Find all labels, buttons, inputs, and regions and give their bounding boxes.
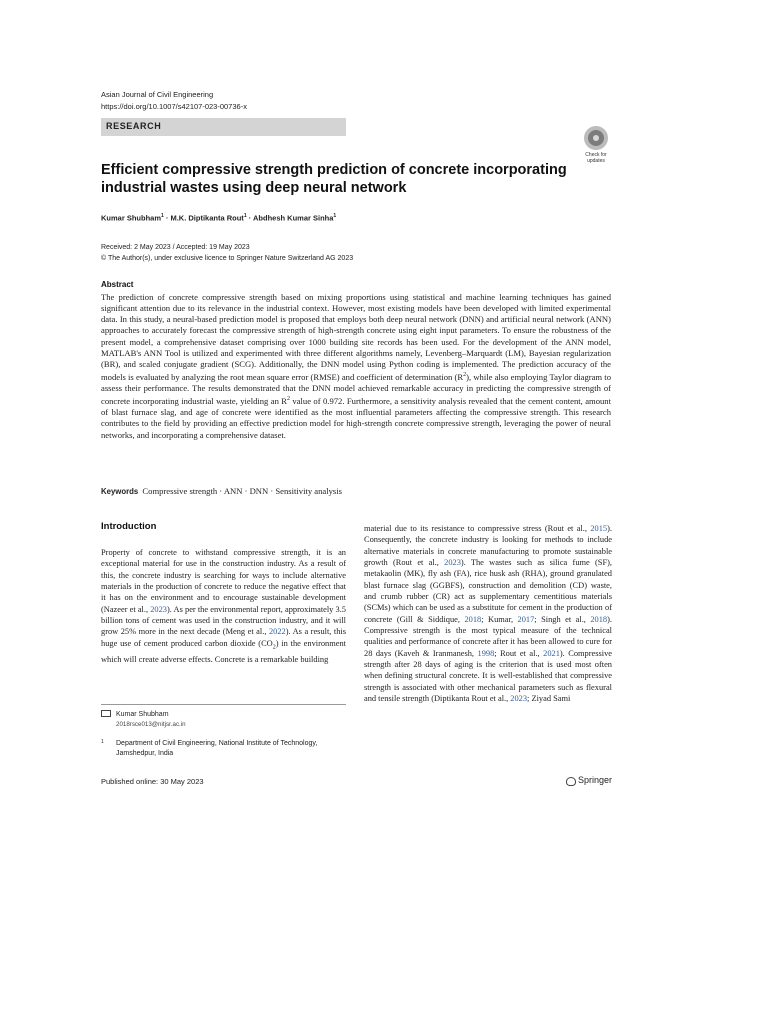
publisher-name: Springer — [578, 775, 613, 785]
publisher-logo[interactable] — [566, 775, 612, 785]
body-text: ; Ziyad Sami — [527, 694, 571, 704]
check-updates-line2: updates — [587, 158, 605, 164]
introduction-column-right — [364, 523, 612, 705]
superscript: 2 — [287, 396, 291, 403]
keywords-text: Compressive strength · ANN · DNN · Sensitivity analysis — [142, 486, 342, 496]
author-name[interactable]: Kumar Shubham — [101, 213, 162, 223]
section-bar — [101, 118, 346, 136]
citation-link[interactable]: 2021 — [543, 648, 560, 658]
springer-horse-icon — [566, 776, 575, 785]
citation-link[interactable]: 2018 — [464, 614, 482, 624]
author-separator: · — [246, 213, 253, 223]
body-text: ). Compressive strength is the most typical measure of the technical qualities and performance of concrete after it has been allowed to cure for 28 days (Kaveh & Iranmanesh, — [364, 614, 612, 658]
corresponding-author-email[interactable]: 2018rsce013@nitjsr.ac.in — [116, 721, 186, 728]
author-name[interactable]: M.K. Diptikanta Rout — [170, 213, 244, 223]
article-title: Efficient compressive strength prediction of concrete incorporating industrial wastes using deep neural network — [101, 162, 567, 196]
affiliation-text: Department of Civil Engineering, National Institute of Technology, Jamshedpur, India — [116, 740, 318, 757]
author-list — [101, 213, 336, 223]
doi-link[interactable]: https://doi.org/10.1007/s42107-023-00736-x — [101, 102, 247, 111]
body-text: ). Consequently, the concrete industry is looking for methods to include alternative materials in concrete manufacturing to promote sustainable growth (Rout et al., — [364, 524, 612, 568]
author-name[interactable]: Abdhesh Kumar Sinha — [252, 213, 334, 223]
author-affiliation-mark: 1 — [243, 213, 247, 219]
citation-link[interactable]: 2015 — [590, 524, 608, 533]
body-text: ) in the environment which will create adverse effects. Concrete is a remarkable building — [101, 638, 346, 664]
body-text: material due to its resistance to compressive stress (Rout et al., — [364, 524, 591, 533]
corresponding-author — [101, 710, 341, 732]
affiliation — [101, 739, 341, 763]
abstract-part: ), while also employing Taylor diagram to assess their performance. The results demonstrated that the DNN model achieved remarkable accuracy in predicting the compressive strength of concrete incorporating industrial waste, yielding an R — [101, 371, 611, 407]
footnote-divider — [101, 704, 346, 705]
abstract-part: value of 0.972. Furthermore, a sensitivity analysis revealed that the cement content, amount of blast furnace slag, and age of concrete were identified as the most influential parameters affecting the compressive strength. This research contributes to the field by providing an effective prediction model for high-strength concrete compressive strength, leveraging the power of neural networks, and incorporating a comprehensive dataset. — [101, 396, 611, 440]
body-text: ). Compressive strength after 28 days of aging is the criterion that is used most often when defining structural concrete. It is well-established that compressive strength is associated with other mechanical parameters such as flexural and tensile strength (Diptikanta Rout et al., — [364, 648, 612, 704]
body-text: ). As a result, this huge use of cement produced carbon dioxide (CO — [101, 627, 346, 648]
citation-link[interactable]: 2023 — [444, 558, 461, 568]
published-date: Published online: 30 May 2023 — [101, 777, 204, 786]
citation-link[interactable]: 2022 — [268, 627, 286, 637]
received-accepted: Received: 2 May 2023 / Accepted: 19 May 2023 — [101, 244, 250, 251]
affiliation-mark: 1 — [101, 739, 104, 745]
check-updates-line1: Check for — [585, 152, 607, 158]
citation-link[interactable]: 2023 — [510, 694, 528, 704]
author-affiliation-mark: 1 — [333, 213, 337, 219]
journal-name: Asian Journal of Civil Engineering — [101, 90, 214, 99]
abstract-part: The prediction of concrete compressive strength based on mixing proportions using statistical and machine learning techniques has gained significant attention due to its relevance in the industrial context. However, most existing models have been developed with limited experimental data. In this study, a neural-based prediction model is proposed that employs both deep neural network (DNN) and artificial neural network (ANN) approaches to accurately forecast the compressive strength of high-strength concrete using eight input parameters. To ensure the robustness of the present model, a comprehensive dataset comprising over 1000 building site records has been used. For the development of the ANN model, MATLAB's ANN Tool is utilized and experimented with three different algorithms namely, Levenberg–Marquardt (LM), Bayesian regularization (BR), and scaled conjugate gradient (SCG). Additionally, the DNN model using Python coding is implemented. The prediction accuracy of the models is evaluated by analyzing the root mean square error (RMSE) and coefficient of determination (R — [101, 292, 611, 382]
keywords — [101, 486, 342, 496]
superscript: 2 — [463, 372, 467, 379]
citation-link[interactable]: 2023 — [150, 604, 167, 614]
introduction-column-left — [101, 547, 346, 665]
introduction-heading: Introduction — [101, 521, 157, 532]
body-text: Property of concrete to withstand compressive strength, it is an exceptional material for use in the construction industry. As a result of this, the concrete industry is searching for ways to include alternative materials in the production of concrete to reduce the negative effect that it has on the environment and to encourage sustainable development (Nazeer et al., — [101, 548, 346, 614]
copyright: © The Author(s), under exclusive licence to Springer Nature Switzerland AG 2023 — [101, 255, 354, 262]
subscript: 2 — [272, 644, 276, 651]
body-text: ). As per the environmental report, approximately 3.5 billion tons of cement was used in the construction industry, and it will grow 25% more in the next decade (Meng et al., — [101, 604, 346, 637]
author-separator: · — [163, 213, 171, 223]
citation-link[interactable]: 1998 — [477, 648, 495, 658]
journal-header — [101, 89, 247, 113]
body-text: ; Rout et al., — [494, 648, 544, 658]
citation-link[interactable]: 2018 — [590, 614, 608, 624]
envelope-icon — [101, 710, 111, 717]
check-for-updates-badge[interactable] — [578, 126, 614, 164]
section-label: RESEARCH — [106, 121, 162, 131]
check-updates-icon — [584, 126, 608, 150]
author-affiliation-mark: 1 — [161, 213, 164, 219]
abstract-heading: Abstract — [101, 280, 134, 289]
body-text: ). The wastes such as silica fume (SF), metakaolin (MK), fly ash (FA), rice husk ash (RHA), ground granulated blast furnace slag (GGBFS), construction and demolition (CD) waste, and crumb rubber (CR) act as supplementary cementitious materials (SCMs) which can be used as a substitute for cement in the production of concrete (Gill & Siddique, — [364, 558, 612, 624]
keywords-label: Keywords — [101, 487, 139, 496]
corresponding-author-name: Kumar Shubham — [116, 711, 169, 718]
abstract-text — [101, 292, 611, 441]
body-text: ; Kumar, — [481, 614, 518, 624]
article-history — [101, 242, 353, 264]
body-text: ; Singh et al., — [534, 614, 591, 624]
citation-link[interactable]: 2017 — [517, 614, 535, 624]
